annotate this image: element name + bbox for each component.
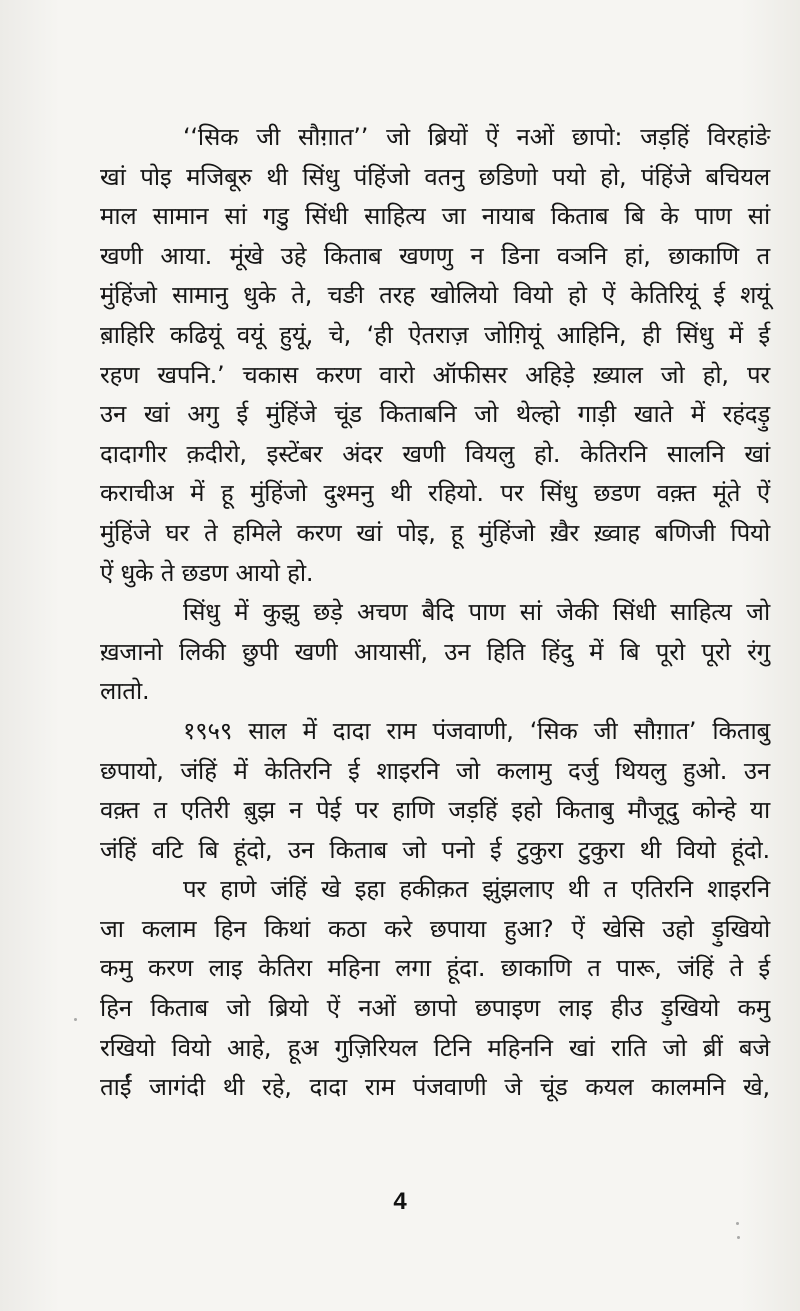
text-line: छपायो, जंहिं में केतिरनि ई शाइरनि जो कलामु दर्जु थियलु हुओ. उन: [100, 756, 770, 785]
text-line: ‘‘सिक जी सौग़ात’’ जो ब्रियों ऐं नओं छापो: जड़हिं विरहांङे: [183, 123, 770, 151]
text-line: कमु करण लाइ केतिरा महिना लगा हूंदा. छाकाणि त पारू, जंहिं ते ई: [100, 954, 770, 983]
text-line: ऐं धुके ते छडण आयो हो.: [100, 558, 314, 587]
text-line: रहण खपनि.’ चकास करण वारो ऑफीसर अहिड़े ख़्याल जो हो, पर: [100, 360, 770, 389]
paper-speck: [736, 1222, 739, 1225]
paper-speck: [737, 1236, 740, 1239]
text-line: वक़्त त एतिरी ब़ुझ न पेई पर हाणि जड़हिं इहो किताबु मौजूदु कोन्हे या: [100, 796, 770, 825]
paper-speck: [74, 1018, 77, 1021]
text-line: १९५९ साल में दादा राम पंजवाणी, ‘सिक जी सौग़ात’ किताबु: [183, 716, 770, 745]
text-line: हिन किताब जो ब्रियो ऐं नओं छापो छपाइण लाइ हीउ ड़ुखियो कमु: [100, 994, 770, 1023]
text-line: उन खां अगु ई मुंहिंजे चूंड किताबनि जो थेल्हो गाड़ी खाते में रहंदड़ु: [100, 400, 770, 429]
text-line: जंहिं वटि बि हूंदो, उन किताब जो पनो ई टुकुरा टुकुरा थी वियो हूंदो.: [100, 835, 770, 864]
text-line: खणी आया. मूंखे उहे किताब खणणु न डिना वञनि हां, छाकाणि त: [100, 241, 770, 270]
text-line: पर हाणे जंहिं खे इहा हकीक़त झुंझलाए थी त एतिरनि शाइरनि: [183, 875, 770, 904]
text-line: ब़ाहिरि कढियूं वयूं हुयूं, चे, ‘ही ऐतराज़ जोग़ियूं आहिनि, ही सिंधु में ई: [100, 320, 770, 349]
page-number: 4: [393, 1188, 407, 1215]
text-line: रखियो वियो आहे, हूअ गुज़िरियल टिनि महिननि खां राति जो ब्रीं बजे: [100, 1033, 770, 1062]
text-line: कराचीअ में हू मुंहिंजो दुश्मनु थी रहियो. पर सिंधु छडण वक़्त मूंते ऐं: [100, 479, 770, 508]
text-line: खां पोइ मजिबूरु थी सिंधु पंहिंजो वतनु छडिणो पयो हो, पंहिंजे बचियल: [100, 162, 770, 191]
text-line: मुंहिंजे घर ते हमिले करण खां पोइ, हू मुंहिंजो ख़ैर ख़्वाह बणिजी पियो: [100, 518, 770, 547]
text-line: मुंहिंजो सामानु धुके ते, चङी तरह खोलियो वियो हो ऐं केतिरियूं ई शयूं: [100, 281, 770, 310]
text-line: माल सामान सां गडु सिंधी साहित्य जा नायाब किताब बि के पाण सां: [100, 202, 770, 231]
text-line: दादागीर क़दीरो, इस्टेंबर अंदर खणी वियलु हो. केतिरनि सालनि खां: [100, 439, 770, 468]
text-line: ख़जानो लिकी छुपी खणी आयासीं, उन हिति हिंदु में बि पूरो पूरो रंगु: [100, 637, 770, 666]
text-line: ताईं जागंदी थी रहे, दादा राम पंजवाणी जे चूंड कयल कालमनि खे,: [100, 1073, 770, 1102]
text-line: सिंधु में कुझु छड़े अचण बैदि पाण सां जेकी सिंधी साहित्य जो: [183, 598, 770, 627]
body-text: [100, 118, 770, 1108]
text-line: लातो.: [100, 677, 150, 706]
text-line: जा कलाम हिन किथां कठा करे छपाया हुआ? ऐं खेसि उहो ड़ुखियो: [100, 914, 770, 943]
